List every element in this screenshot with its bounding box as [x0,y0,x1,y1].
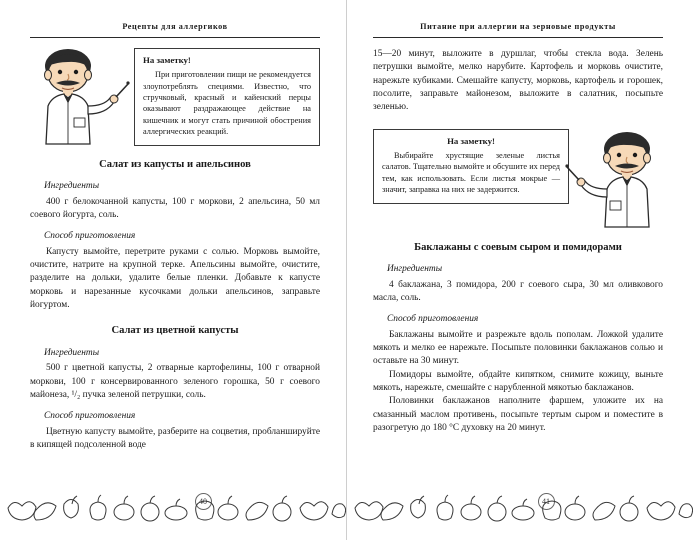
doctor-pointing-icon [565,127,669,231]
left-column [30,158,320,453]
left-note-box [134,48,320,146]
method-text-3c: Половинки баклажанов наполните фаршем, уложите их на смазанный маслом противень, посыпьте тертым сыром и поместите в разогретую до 180 °C духовку на 20 минут. [373,396,663,434]
method-text-3a: Баклажаны вымойте и разрежьте вдоль пополам. Ложкой удалите мякоть и мелко ее нарежьте. Посыпьте половинки баклажанов солью и оставьте на 30 минут. [373,329,663,367]
left-page [0,0,346,540]
left-note-text: При приготовлении пищи не рекомендуется злоупотреблять специями. Известно, что стручковый, красный и кайенский перцы оказывают раздражающее действие на кишечник и могут стать причиной обострения аллергических реакций. [143,70,311,137]
right-page [347,0,693,540]
ingredients-text-1: 400 г белокочанной капусты, 100 г моркови, 2 апельсина, 50 мл соевого йогурта, соль. [30,196,320,220]
ingredients-label-3: Ингредиенты [387,264,443,275]
method-label-2: Способ приготовления [44,411,136,422]
right-column-top [373,48,663,115]
ingredients-label-1: Ингредиенты [44,181,100,192]
ingredients-text-2: 500 г цветной капусты, 2 отварные картофелины, 100 г отварной моркови, 100 г консервированного зеленого горошка, 50 г соевого майонеза, ¹/₂ пучка зеленой петрушки, соль. [30,363,320,400]
recipe-title-eggplant: Баклажаны с соевым сыром и помидорами [414,241,622,253]
recipe-title-cauliflower: Салат из цветной капусты [111,325,239,337]
right-page-number-value: 41 [538,493,555,510]
method-text-1: Капусту вымойте, перетрите руками с солью. Морковь вымойте, очистите, натрите на крупной терке. Апельсины вымойте, очистите, разделите на дольки, удалите белые пленки. Добавьте к капусте морковь и нарезанные кусочками дольки апельсинов, заправьте йогуртом. [30,246,320,311]
method-label-3: Способ приготовления [387,314,479,325]
right-note-text: Выбирайте хрустящие зеленые листья салатов. Тщательно вымойте и обсушите их перед тем, как использовать. Если листья мокрые — значит, заправка на них не задержится. [382,150,560,195]
left-note-title: На заметку! [143,55,191,65]
right-column [373,241,663,436]
ingredients-label-2: Ингредиенты [44,347,100,358]
vegetable-border-icon [0,488,346,532]
right-running-head: Питание при аллергии на зерновые продукты [420,22,616,31]
method-text-3b: Помидоры вымойте, обдайте кипятком, снимите кожицу, выньте мякоть, нарежьте, смешайте с нарубленной мякотью баклажанов. [373,369,663,394]
left-running-head: Рецепты для аллергиков [122,22,228,31]
doctor-pointing-icon [26,44,130,148]
right-note-block [373,129,663,225]
right-header-rule [373,37,663,38]
recipe-title-cabbage-orange: Салат из капусты и апельсинов [99,158,251,170]
left-header-rule [30,37,320,38]
ingredients-text-3: 4 баклажана, 3 помидора, 200 г соевого сыра, 30 мл оливкового масла, соль. [373,279,663,303]
method-label-1: Способ приготовления [44,231,136,242]
right-note-title: На заметку! [447,135,495,146]
continued-text: 15—20 минут, выложите в дуршлаг, чтобы стекла вода. Зелень петрушки вымойте, мелко нарубите. Картофель и морковь очистите, нарежьте кубиками. Смешайте капусту, морковь, картофель и горошек, посолите, заправьте майонезом, выложите в салатник, посыпьте зеленью. [373,49,663,113]
left-note-block [30,48,320,146]
right-note-box [373,129,569,204]
vegetable-border-icon [347,488,693,532]
method-text-2: Цветную капусту вымойте, разберите на соцветия, пробланшируйте в кипящей подсоленной воде [30,426,320,450]
left-page-number-value: 40 [195,493,212,510]
